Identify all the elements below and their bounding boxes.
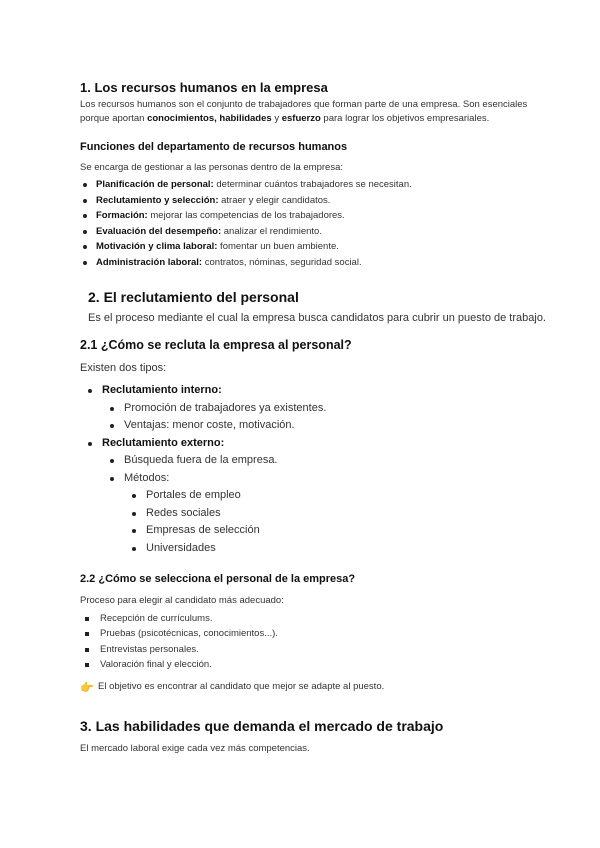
function-desc: mejorar las competencias de los trabajadores. xyxy=(147,210,345,222)
section1-lead: Se encarga de gestionar a las personas dentro de la empresa: xyxy=(80,162,343,173)
function-desc: atraer y elegir candidatos. xyxy=(218,194,331,206)
list-item: Empresas de selección xyxy=(80,522,560,540)
external-title: Reclutamiento externo: xyxy=(102,436,225,449)
section2-intro: Es el proceso mediante el cual la empresa busca candidatos para cubrir un puesto de trabajo. xyxy=(88,312,546,324)
list-item: Pruebas (psicotécnicas, conocimientos...). xyxy=(80,626,560,641)
list-item: Portales de empleo xyxy=(80,487,560,505)
function-term: Motivación y clima laboral: xyxy=(96,241,218,253)
list-item: Entrevistas personales. xyxy=(80,642,560,657)
section1-subtitle: Funciones del departamento de recursos humanos xyxy=(80,141,348,153)
intro-bold-1: conocimientos, habilidades xyxy=(147,113,272,124)
function-term: Evaluación del desempeño: xyxy=(96,225,222,237)
function-term: Reclutamiento y selección: xyxy=(96,194,219,206)
function-desc: contratos, nóminas, seguridad social. xyxy=(202,256,362,268)
list-item: Métodos: xyxy=(80,470,560,488)
list-item xyxy=(78,208,558,224)
function-term: Administración laboral: xyxy=(96,256,203,268)
list-item: Búsqueda fuera de la empresa. xyxy=(80,452,560,470)
function-term: Planificación de personal: xyxy=(96,179,214,190)
intro-bold-2: esfuerzo xyxy=(281,113,321,124)
section3-title: 3. Las habilidades que demanda el mercado de trabajo xyxy=(80,718,444,734)
list-item xyxy=(80,382,560,400)
section1-title: 1. Los recursos humanos en la empresa xyxy=(80,80,328,95)
section3-intro: El mercado laboral exige cada vez más competencias. xyxy=(80,743,310,754)
list-item xyxy=(78,177,558,193)
list-item xyxy=(78,239,558,255)
function-desc: determinar cuántos trabajadores se necesitan. xyxy=(213,179,412,190)
section2-2-lead: Proceso para elegir al candidato más adecuado: xyxy=(80,595,284,606)
intro-text: para lograr los objetivos empresariales. xyxy=(320,113,490,124)
internal-title: Reclutamiento interno: xyxy=(102,384,222,396)
section2-title: 2. El reclutamiento del personal xyxy=(88,289,299,305)
section1-intro xyxy=(80,98,560,126)
intro-text: porque aportan xyxy=(80,113,148,124)
function-desc: analizar el rendimiento. xyxy=(221,225,322,237)
section2-1-lead: Existen dos tipos: xyxy=(80,362,167,374)
list-item: Promoción de trabajadores ya existentes. xyxy=(80,400,560,418)
list-item: Ventajas: menor coste, motivación. xyxy=(80,417,560,435)
selection-steps-list xyxy=(80,611,560,673)
section2-1-title: 2.1 ¿Cómo se recluta la empresa al personal? xyxy=(80,338,352,352)
goal-text: El objetivo es encontrar al candidato que mejor se adapte al puesto. xyxy=(98,681,385,692)
list-item: Recepción de currículums. xyxy=(80,611,560,626)
pointing-hand-icon: 👉 xyxy=(80,682,94,694)
function-term: Formación: xyxy=(96,210,148,222)
section2-2-title: 2.2 ¿Cómo se selecciona el personal de la empresa? xyxy=(80,573,356,585)
section2-goal xyxy=(80,680,384,694)
list-item: Redes sociales xyxy=(80,505,560,523)
list-item xyxy=(78,255,558,271)
list-item: Valoración final y elección. xyxy=(80,657,560,672)
functions-list xyxy=(78,177,558,271)
intro-text: y xyxy=(271,113,282,124)
function-desc: fomentar un buen ambiente. xyxy=(217,241,339,253)
recruitment-types-list xyxy=(80,382,560,557)
list-item xyxy=(78,224,558,240)
list-item xyxy=(78,193,558,209)
section1-intro-line1: Los recursos humanos son el conjunto de trabajadores que forman parte de una empresa. Son esenciales xyxy=(80,99,528,110)
list-item: Universidades xyxy=(80,540,560,558)
list-item xyxy=(80,435,560,453)
